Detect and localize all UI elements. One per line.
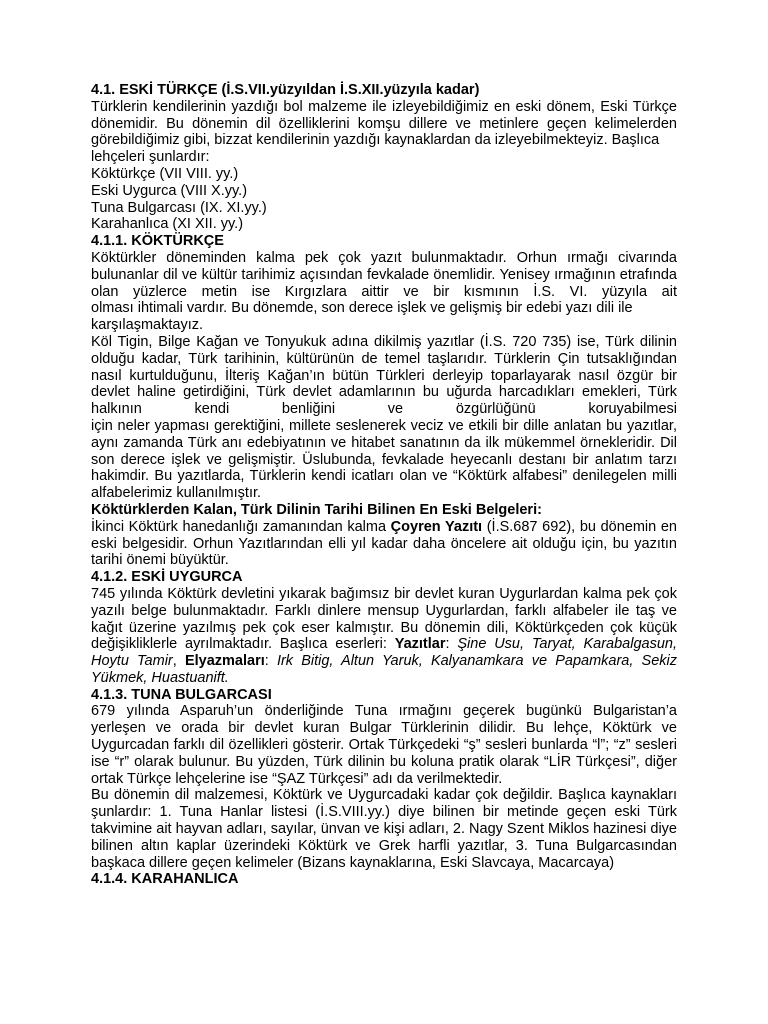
text-run: ,	[172, 653, 185, 670]
text-run: 745 yılında Köktürk devletini yıkarak bağımsız bir devlet kuran Uygurlardan kalma pek çok yazılı belge bulunmaktadır. Farklı dinlere mensup Uygurlardan, farklı alfabeler ile taş ve kağıt üzerine yazılmış pek çok eser kalmıştır. Bu dönemin dili, Köktürkçeden çok küçük değişikliklerle ayrılmaktadır. Başlıca eserleri:	[91, 585, 677, 653]
paragraph-tuna-bulgarcasi-1: 679 yılında Asparuh’un önderliğinde Tuna ırmağını geçerek bugünkü Bulgaristan’a yerleşen ve orada bir devlet kuran Bulgar Türklerinin dilidir. Bu lehçe, Köktürk ve Uygurcadan farklı dil özellikleri gösterir. Ortak Türkçedeki “ş” sesleri bunlarda “l”; “z” sesleri ise “r” olarak bulunur. Bu yüzden, Türk dilinin bu koluna pratik olarak “LİR Türkçesi”, diğer ortak Türkçe lehçelerine ise “ŞAZ Türkçesi” adı da verilmektedir.	[91, 703, 677, 787]
list-item: Karahanlıca (XI XII. yy.)	[91, 216, 244, 233]
text-run: :	[445, 636, 458, 653]
text-run: (İ.S.687 692), bu dönemin en eski belgesidir. Orhun Yazıtlarından elli yıl kadar daha öncelere ait olduğu için, bu yazıtın tarihi önemi büyüktür.	[91, 518, 677, 569]
dialect-list	[91, 166, 677, 233]
italic-works-elyazmalari: Irk Bitig, Altun Yaruk, Kalyanamkara ve Papamkara, Sekiz Yükmek, Huastuanift.	[91, 653, 678, 686]
section-heading-tuna-bulgarcasi: 4.1.3. TUNA BULGARCASI	[91, 686, 272, 703]
document-page	[91, 82, 677, 888]
paragraph-kokturkce-2b: için neler yapması gerektiğini, millete seslenerek veciz ve etkili bir dille anlatan bu yazıtlar, aynı zamanda Türk anı edebiyatının ve hitabet sanatının da ilk mükemmel örnekleridir. Dil son derece işlek ve gelişmiştir. Üslubunda, fevkalade heyecanlı destanı bir anlatım tarzı hakimdir. Bu yazıtlarda, Türklerin kendi icatları olan ve “Köktürk alfabesi” denilegelen milli alfabelerimiz kullanılmıştır.	[91, 417, 677, 502]
bold-term-yazitlar: Yazıtlar	[394, 636, 446, 653]
list-item: Tuna Bulgarcası (IX. XI.yy.)	[91, 199, 267, 216]
paragraph-kokturkce-1: Köktürkler döneminden kalma pek çok yazıt bulunmaktadır. Orhun ırmağı civarında bulunanlar dil ve kültür tarihimiz açısından fevkalade önemlidir. Yenisey ırmağının etrafında olan yüzlerce metin ise Kırgızlara aittir ve bir kısmının İ.S. VI. yüzyıla ait	[91, 249, 677, 300]
section-heading-eski-uygurca: 4.1.2. ESKİ UYGURCA	[91, 569, 243, 586]
subheading-kokturk-belgeleri: Köktürklerden Kalan, Türk Dilinin Tarihi Bilinen En Eski Belgeleri:	[91, 501, 542, 518]
paragraph-kokturkce-1b: olması ihtimali vardır. Bu dönemde, son derece işlek ve gelişmiş bir edebi yazı dili ile	[91, 300, 633, 317]
paragraph-eski-turkce-intro: Türklerin kendilerinin yazdığı bol malzeme ile izleyebildiğimiz en eski dönem, Eski Türkçe dönemidir. Bu dönemin dil özelliklerini komşu dillere ve metinlere geçen kelimelerden görebildiğimiz gibi, bizzat kendilerinin yazdığı kaynaklardan da izleyebilmekteyiz. Başlıca	[91, 98, 677, 149]
bold-term-elyazmalari: Elyazmaları	[184, 653, 265, 670]
paragraph-kokturkce-1c: karşılaşmaktayız.	[91, 317, 203, 334]
paragraph-tuna-bulgarcasi-2: Bu dönemin dil malzemesi, Köktürk ve Uygurcadaki kadar çok değildir. Başlıca kaynakları şunlardır: 1. Tuna Hanlar listesi (İ.S.VIII.yy.) diye bilinen bir metinde geçen eski Türk takvimine ait hayvan adları, sayılar, ünvan ve kişi adları, 2. Nagy Szent Miklos hazinesi diye bilinen altın kaplar üzerindeki Köktürk ve Grek harfli yazıtlar, 3. Tuna Bulgarcasından başkaca dillere geçen kelimeler (Bizans kaynaklarına, Eski Slavcaya, Macarcaya)	[91, 787, 677, 871]
paragraph-coyren-yaziti	[91, 519, 677, 569]
section-heading-karahanlica: 4.1.4. KARAHANLICA	[91, 871, 239, 888]
section-heading-kokturkce: 4.1.1. KÖKTÜRKÇE	[91, 233, 224, 250]
text-run: İkinci Köktürk hanedanlığı zamanından kalma	[91, 518, 391, 535]
list-item: Köktürkçe (VII VIII. yy.)	[91, 165, 239, 182]
paragraph-kokturkce-2: Köl Tigin, Bilge Kağan ve Tonyukuk adına dikilmiş yazıtlar (İ.S. 720 735) ise, Türk dilinin olduğu kadar, Türk tarihinin, kültürünün de temel taşlarıdır. Türklerin Çin tutsaklığından nasıl kurtulduğunu, İlteriş Kağan’ın bütün Türkleri derleyip toparlayarak nasıl özgür bir devlet haline getirdiğini, Türk devlet adamlarının bu uğurda harcadıkları emekleri, Türk halkının kendi benliğini ve özgürlüğünü koruyabilmesi	[91, 333, 677, 418]
paragraph-eski-uygurca	[91, 586, 677, 687]
italic-works-yazitlar: Şine Usu, Taryat, Karabalgasun, Hoytu Tamir	[91, 636, 677, 670]
paragraph-eski-turkce-lehceler: lehçeleri şunlardır:	[91, 149, 210, 166]
list-item: Eski Uygurca (VIII X.yy.)	[91, 182, 248, 199]
bold-term-coyren: Çoyren Yazıtı	[390, 518, 483, 535]
text-run: :	[264, 653, 277, 670]
section-heading-eski-turkce: 4.1. ESKİ TÜRKÇE (İ.S.VII.yüzyıldan İ.S.XII.yüzyıla kadar)	[91, 82, 480, 98]
